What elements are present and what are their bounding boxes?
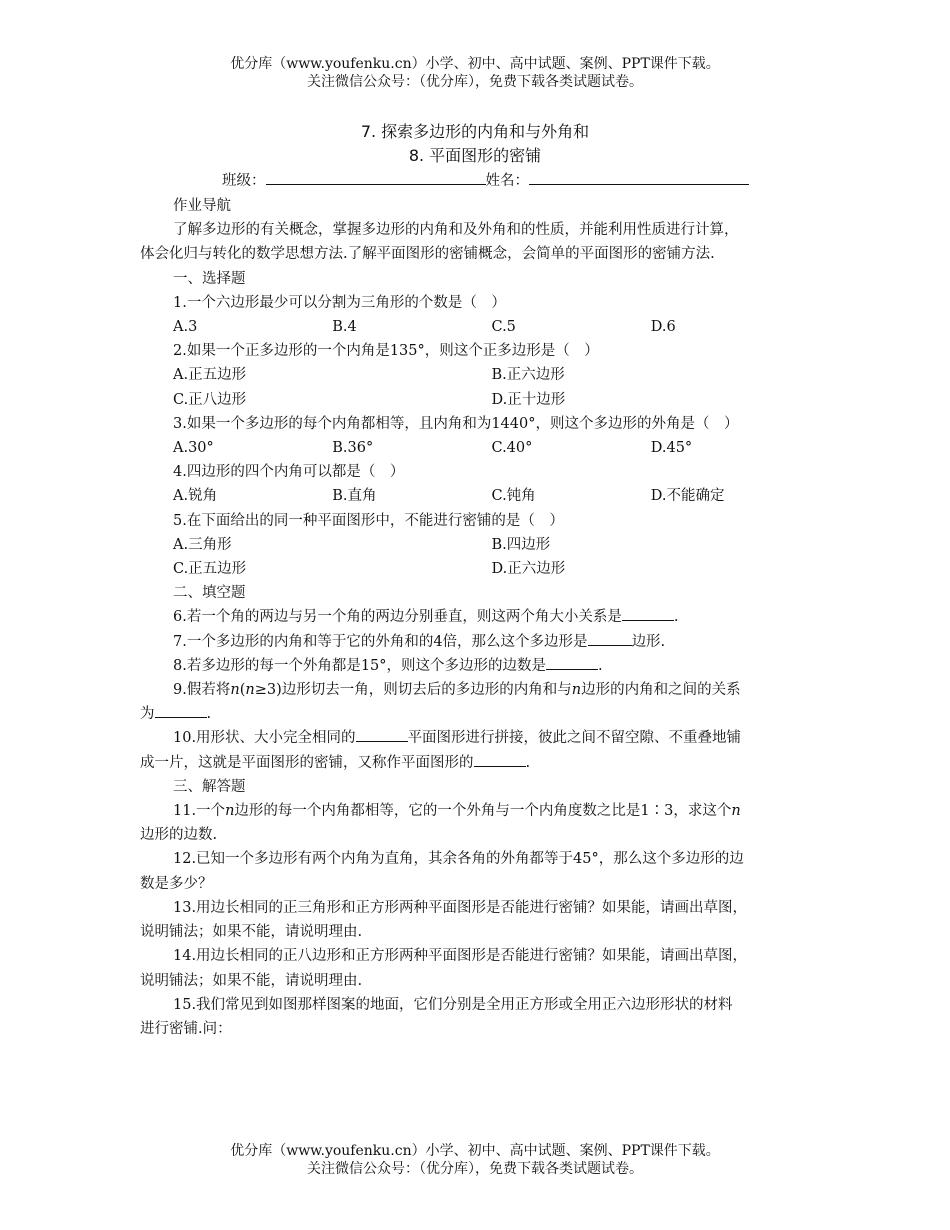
- question-8-text: 8.若多边形的每一个外角都是15°，则这个多边形的边数是: [173, 657, 547, 674]
- page-header: [0, 55, 950, 91]
- question-12: 12.已知一个多边形有两个内角为直角，其余各角的外角都等于45°，那么这个多边形的边: [173, 851, 744, 868]
- option: B.4: [332, 319, 357, 336]
- guide-text-2: 体会化归与转化的数学思想方法.了解平面图形的密铺概念，会简单的平面图形的密铺方法.: [140, 246, 715, 263]
- page-footer: [0, 1142, 950, 1178]
- question-15-cont: 进行密铺.问：: [140, 1020, 232, 1037]
- question-6-text: 6.若一个角的两边与另一个角的两边分别垂直，则这两个角大小关系是: [173, 609, 622, 626]
- name-field[interactable]: [529, 170, 749, 185]
- option: C.正八边形: [173, 391, 247, 408]
- option: A.3: [173, 319, 198, 336]
- worksheet-body: [140, 194, 810, 1041]
- question-7-text: 7.一个多边形的内角和等于它的外角和的4倍，那么这个多边形是: [173, 633, 588, 650]
- question-8: [140, 654, 810, 678]
- question-9-cont: [140, 702, 810, 726]
- question-10-cont: [140, 751, 810, 775]
- answer-blank[interactable]: [356, 727, 408, 742]
- title-line-2: 8. 平面图形的密铺: [408, 146, 542, 165]
- option: C.钝角: [491, 488, 536, 505]
- question-5-options-row1: [140, 533, 810, 557]
- section-solve: 三、解答题: [173, 778, 246, 795]
- question-14: 14.用边长相同的正八边形和正方形两种平面图形是否能进行密铺？如果能，请画出草图，: [173, 948, 748, 965]
- option: D.正六边形: [491, 561, 566, 578]
- variable-n: n: [571, 682, 582, 699]
- variable-n: n: [230, 682, 240, 699]
- answer-blank[interactable]: [155, 703, 207, 718]
- question-11-cont: 边形的边数.: [140, 827, 218, 844]
- question-7: [140, 630, 810, 654]
- question-6: [140, 605, 810, 629]
- question-13: 13.用边长相同的正三角形和正方形两种平面图形是否能进行密铺？如果能，请画出草图，: [173, 899, 748, 916]
- answer-blank[interactable]: [474, 752, 526, 767]
- title-line-1: 7. 探索多边形的内角和与外角和: [360, 122, 590, 141]
- text: 平面图形进行拼接，彼此之间不留空隙、不重叠地铺: [407, 730, 742, 747]
- question-5-options-row2: [140, 557, 810, 581]
- variable-n: n: [245, 682, 255, 699]
- option: B.直角: [332, 488, 377, 505]
- text: (: [239, 682, 246, 699]
- variable-n: n: [731, 803, 741, 820]
- option: B.36°: [332, 440, 374, 457]
- question-12-cont: 数是多少？: [140, 875, 213, 892]
- question-11: [140, 799, 810, 823]
- header-line-2: 关注微信公众号：（优分库），免费下载各类试题试卷。: [307, 74, 643, 90]
- option: A.正五边形: [173, 367, 247, 384]
- text: 10.用形状、大小完全相同的: [173, 730, 356, 747]
- question-5: 5.在下面给出的同一种平面图形中，不能进行密铺的是（ ）: [173, 512, 564, 529]
- option: A.三角形: [173, 536, 232, 553]
- answer-blank[interactable]: [622, 606, 674, 621]
- guide-heading: 作业导航: [173, 198, 231, 214]
- text: 边形的每一个内角都相等，它的一个外角与一个内角度数之比是1∶3，求这个: [234, 803, 732, 820]
- answer-blank[interactable]: [588, 631, 632, 646]
- name-label: 姓名：: [485, 173, 529, 189]
- text: 成一片，这就是平面图形的密铺，又称作平面图形的: [140, 754, 474, 771]
- variable-n: n: [225, 803, 235, 820]
- option: A.30°: [173, 440, 214, 457]
- text: 9.假若将: [173, 682, 231, 699]
- text: 11.一个: [173, 803, 226, 820]
- text: .: [206, 706, 212, 723]
- option: D.45°: [650, 440, 693, 457]
- option: D.不能确定: [650, 488, 725, 505]
- question-3-options: [140, 436, 810, 460]
- guide-text-1: 了解多边形的有关概念，掌握多边形的内角和及外角和的性质，并能利用性质进行计算，: [173, 222, 739, 239]
- text: .: [525, 754, 531, 771]
- footer-line-2: 关注微信公众号：（优分库），免费下载各类试题试卷。: [307, 1161, 643, 1177]
- class-field[interactable]: [266, 170, 486, 185]
- question-15: 15.我们常见到如图那样图案的地面，它们分别是全用正方形或全用正六边形形状的材料: [173, 996, 733, 1013]
- footer-line-1: 优分库（www.youfenku.cn）小学、初中、高中试题、案例、PPT课件下载。: [230, 1143, 720, 1159]
- question-14-cont: 说明铺法；如果不能，请说明理由.: [140, 972, 363, 989]
- section-fill: 二、填空题: [173, 585, 246, 602]
- text: 为: [140, 706, 155, 723]
- option: C.5: [491, 319, 516, 336]
- option: A.锐角: [173, 488, 218, 505]
- text: ≥3)边形切去一角，则切去后的多边形的内角和与: [254, 682, 572, 699]
- question-13-cont: 说明铺法；如果不能，请说明理由.: [140, 924, 363, 941]
- question-7-end: 边形.: [631, 633, 666, 650]
- option: B.四边形: [491, 536, 551, 553]
- option: D.正十边形: [491, 391, 566, 408]
- question-6-end: .: [673, 609, 679, 626]
- question-2-options-row1: [140, 363, 810, 387]
- class-name-line: [222, 170, 749, 191]
- class-label: 班级：: [222, 173, 266, 189]
- section-choice: 一、选择题: [173, 270, 246, 287]
- question-10: [140, 726, 810, 750]
- option: D.6: [650, 319, 676, 336]
- option: C.正五边形: [173, 561, 247, 578]
- question-1-options: [140, 315, 810, 339]
- option: C.40°: [491, 440, 533, 457]
- question-3: 3.如果一个多边形的每个内角都相等，且内角和为1440°，则这个多边形的外角是（ ）: [173, 415, 739, 432]
- question-2-options-row2: [140, 388, 810, 412]
- question-4: 4.四边形的四个内角可以都是（ ）: [173, 464, 405, 481]
- text: 边形的内角和之间的关系: [581, 682, 741, 699]
- answer-blank[interactable]: [546, 655, 598, 670]
- option: B.正六边形: [491, 367, 565, 384]
- question-1: 1.一个六边形最少可以分割为三角形的个数是（ ）: [173, 294, 506, 311]
- question-4-options: [140, 484, 810, 508]
- question-2: 2.如果一个正多边形的一个内角是135°，则这个正多边形是（ ）: [173, 343, 599, 360]
- header-line-1: 优分库（www.youfenku.cn）小学、初中、高中试题、案例、PPT课件下载。: [230, 56, 720, 72]
- question-8-end: .: [598, 657, 603, 674]
- question-9: [140, 678, 810, 702]
